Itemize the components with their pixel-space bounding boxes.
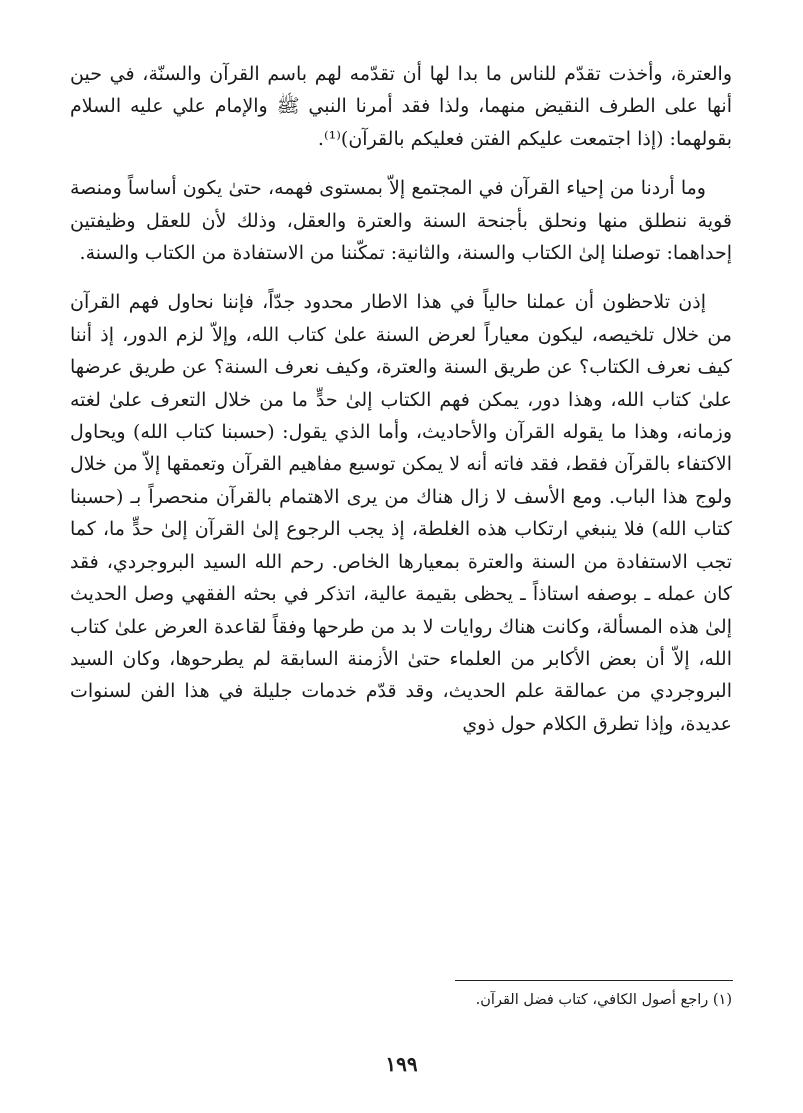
- paragraph-3: إذن تلاحظون أن عملنا حالياً في هذا الاطار محدود جدّاً، فإننا نحاول فهم القرآن من خلال تلخيصه، ليكون معياراً لعرض السنة علىٰ كتاب الله، وإلاّ لزم الدور، إذ أننا كيف نعرف الكتاب؟ عن طريق السنة والعترة، وكيف نعرف السنة؟ عن طريق عرضها علىٰ كتاب الله، وهذا دور، يمكن فهم الكتاب إلىٰ حدٍّ ما من خلال التعرف علىٰ لغته وزمانه، وهذا ما يقوله القرآن والأحاديث، وأما الذي يقول: (حسبنا كتاب الله) ويحاول الاكتفاء بالقرآن فقط، فقد فاته أنه لا يمكن توسيع مفاهيم القرآن وتعمقها إلاّ من خلال ولوج هذا الباب. ومع الأسف لا زال هناك من يرى الاهتمام بالقرآن منحصراً بـ (حسبنا كتاب الله) فلا ينبغي ارتكاب هذه الغلطة، إذ يجب الرجوع إلىٰ القرآن إلىٰ حدٍّ ما، كما تجب الاستفادة من السنة والعترة بمعيارها الخاص. رحم الله السيد البروجردي، فقد كان عمله ـ بوصفه استاذاً ـ يحظى بقيمة عالية، اتذكر في بحثه الفقهي وصل الحديث إلىٰ هذه المسألة، وكانت هناك روايات لا بد من طرحها وفقاً لقاعدة العرض علىٰ كتاب الله، إلاّ أن بعض الأكابر من العلماء حتىٰ الأزمنة السابقة لم يطرحوها، وكان السيد البروجردي من عمالقة علم الحديث، وقد قدّم خدمات جليلة في هذا الفن لسنوات عديدة، وإذا تطرق الكلام حول ذوي: [70, 291, 732, 735]
- paragraph-2: وما أردنا من إحياء القرآن في المجتمع إلاّ بمستوى فهمه، حتىٰ يكون أساساً ومنصة قوية ننطلق منها ونحلق بأجنحة السنة والعترة والعقل، وذلك لأن للعقل وظيفتين إحداهما: توصلنا إلىٰ الكتاب والسنة، والثانية: تمكّننا من الاستفادة من الكتاب والسنة.: [70, 177, 732, 265]
- paragraph-1: والعترة، وأخذت تقدّم للناس ما بدا لها أن تقدّمه لهم باسم القرآن والسنّة، في حين أنها على الطرف النقيض منهما، ولذا فقد أمرنا النبي ﷺ والإمام علي عليه السلام بقولهما: (إذا اجتمعت عليكم الفتن فعليكم بالقرآن)⁽¹⁾.: [70, 63, 732, 150]
- page-number: ١٩٩: [385, 1052, 418, 1076]
- footnote: (١) راجع أصول الكافي، كتاب فضل القرآن.: [475, 992, 732, 1008]
- body-text: [70, 58, 732, 757]
- footnote-divider: [455, 980, 733, 981]
